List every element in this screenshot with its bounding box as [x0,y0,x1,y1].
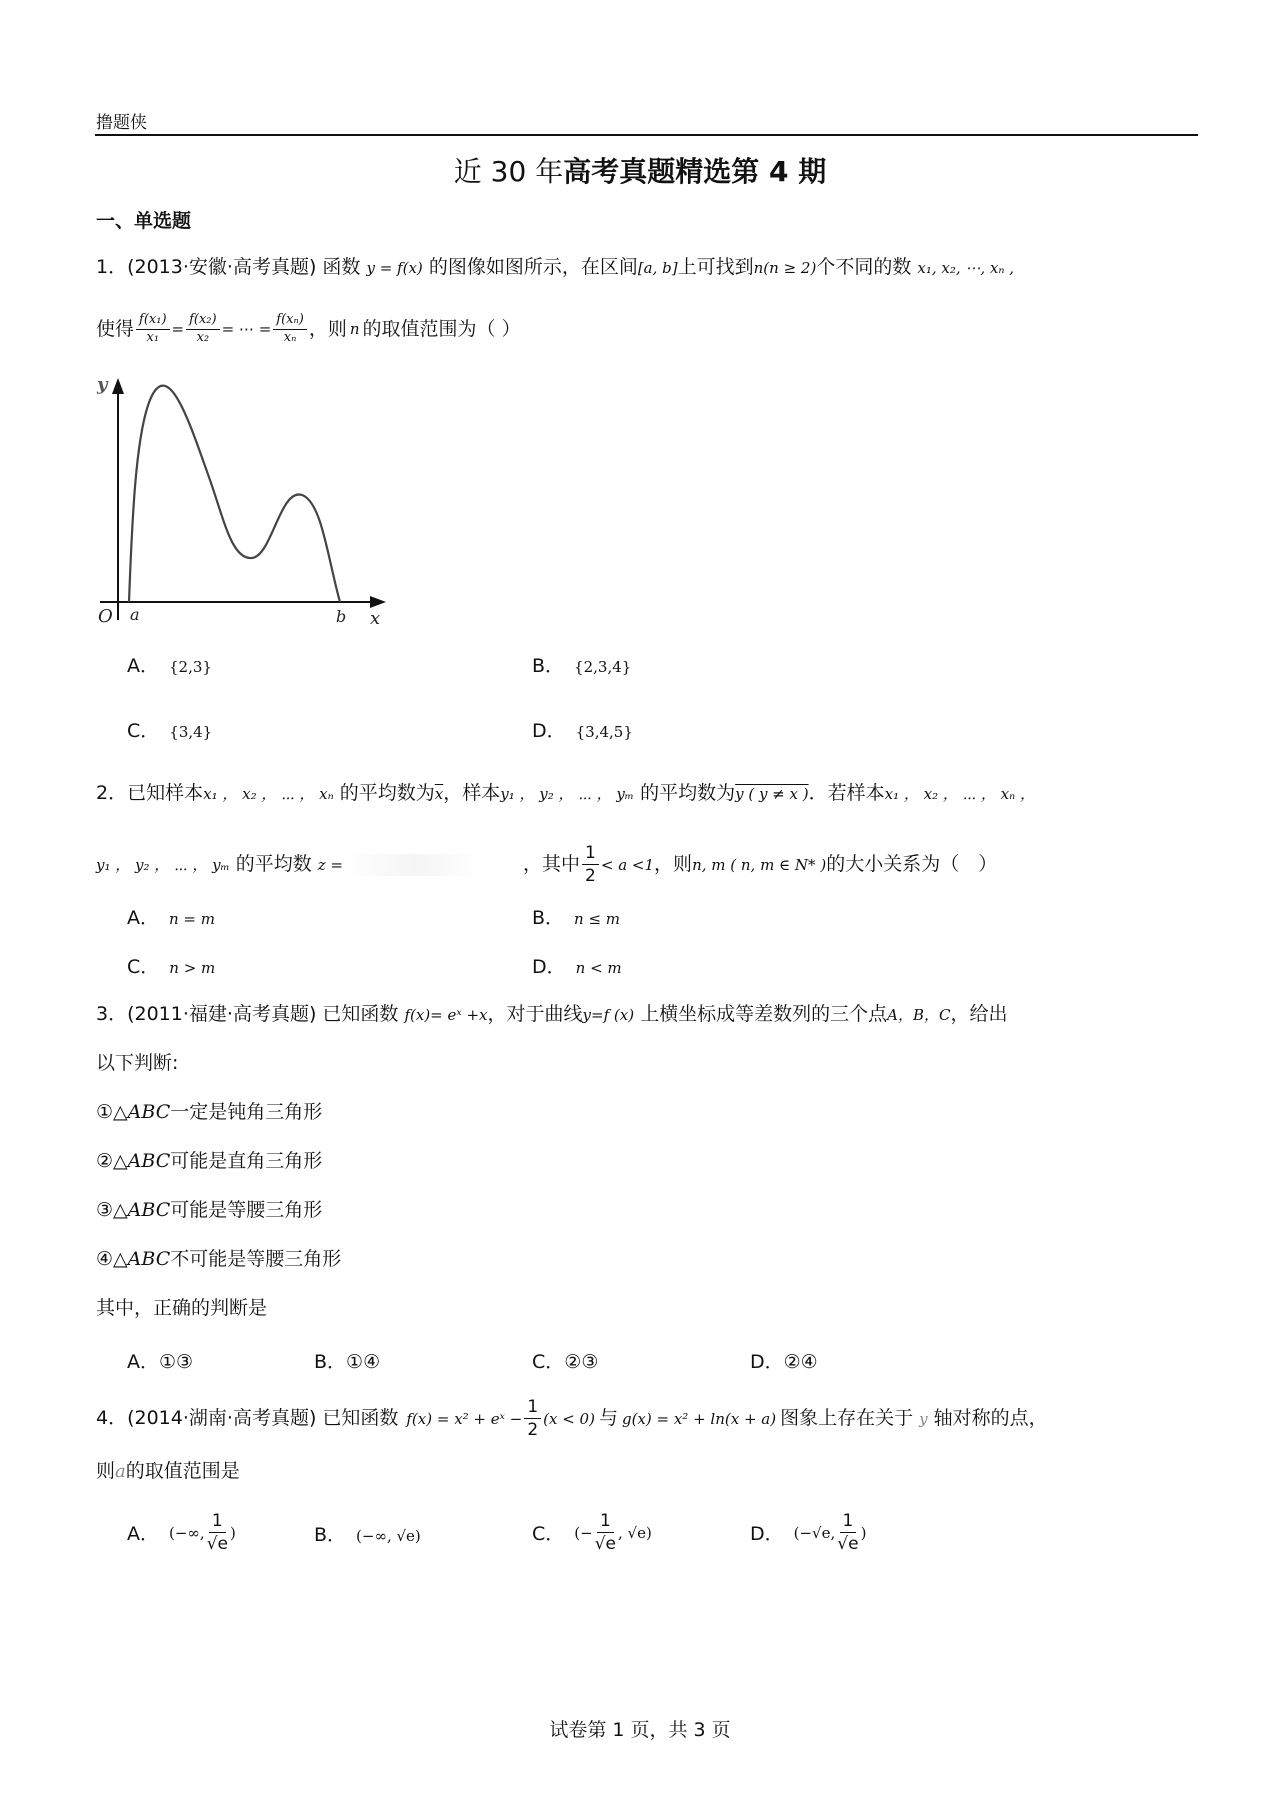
q2-z: z = [317,855,344,874]
origin-label: O [98,606,113,627]
frac-den: 2 [527,1420,539,1441]
q2-half-fraction [582,842,599,887]
frac-den: x₁ [146,329,160,345]
q4-line1 [96,1396,1048,1441]
q4-number: 4． [96,1407,128,1430]
option-value: {3,4,5} [575,723,633,741]
option-letter: D． [750,1351,784,1373]
option-letter: D． [532,956,566,978]
x-axis-label: x [370,608,381,629]
q1-text: 使得 [96,317,135,340]
triangle-name: ABC [127,1199,171,1221]
q2-option-a[interactable] [127,903,215,930]
option-letter: A． [127,655,159,677]
q3-number: 3． [96,1003,128,1025]
q3-line2: 以下判断: [96,1052,179,1074]
q4-option-c[interactable] [532,1510,652,1555]
q1-line1 [96,256,1014,279]
ellipsis: = ⋯ = [221,320,272,339]
title-main: 高考真题精选第 4 期 [563,155,827,188]
option-value: (− [574,1523,593,1542]
q2-text: ．若样本 [808,782,885,804]
option-value: ②④ [783,1351,818,1373]
circled-number: ④△ [96,1248,128,1270]
option-value: ②③ [564,1351,599,1373]
option-value: (−∞, √e) [356,1527,421,1545]
frac-den: √e [206,1534,228,1555]
frac-num: 1 [209,1510,226,1533]
q2-number: 2． [96,782,128,804]
q2-ys: y₁ ， y₂ ， ⋯ ， yₘ [500,785,635,803]
option-value: (−√e, [793,1523,836,1542]
option-value: n < m [575,959,622,977]
frac-den: x₂ [196,329,210,345]
q1-ratio-n [273,312,307,347]
frac-den: 2 [585,866,596,887]
q4-option-a[interactable] [127,1510,236,1555]
option-value: , √e) [618,1523,652,1542]
q3-text: 上横坐标成等差数列的三个点 [640,1003,888,1025]
q3-option-d[interactable] [750,1347,818,1374]
q2-xbar: $\overline{x}$ [434,785,444,803]
q4-text: 已知函数 [322,1407,399,1430]
q4-yvar: y [919,1409,928,1428]
judgment-text: 可能是等腰三角形 [170,1199,323,1221]
q2-option-d[interactable] [532,952,622,979]
q3-line1 [96,1003,1008,1026]
option-value: ①③ [159,1351,194,1373]
a-label: a [130,605,140,624]
option-letter: D． [532,720,566,742]
option-fraction [207,1510,228,1555]
q2-ys: y₁ ， y₂ ， ⋯ ， yₘ [96,855,230,874]
q3-curve: y=f (x) [582,1006,635,1024]
q3-judgment-1 [96,1101,322,1124]
q4-g-def: g(x) = x² + ln(x + a) [621,1409,777,1428]
q2-text: ，则 [654,853,693,876]
q3-judgment-4 [96,1248,341,1271]
circled-number: ①△ [96,1101,128,1123]
option-value: {3,4} [169,723,213,741]
option-value: (−∞, [169,1523,205,1542]
q4-f-def: f(x) = x² + eˣ − [406,1409,523,1428]
q1-text: 上可找到 [677,256,754,278]
q1-xs: x₁, x₂, ⋯, xₙ , [917,259,1015,277]
option-letter: C． [127,720,160,742]
q4-f-domain: (x < 0) [543,1409,595,1428]
q4-text: 与 [598,1407,618,1430]
q1-source: (2013·安徽·高考真题) [127,256,317,278]
page-footer: 试卷第 1 页，共 3 页 [549,1719,731,1741]
frac-num: f(x₁) [136,312,170,330]
frac-num: 1 [840,1510,857,1533]
option-value: ) [229,1523,236,1542]
q2-vars: n, m ( n, m ∈ N* ) [692,855,827,874]
option-letter: C． [532,1523,565,1546]
equals: = [171,320,185,339]
q3-points: A，B，C [887,1006,951,1024]
option-letter: A． [127,1523,159,1546]
option-value: n > m [169,959,216,977]
triangle-name: ABC [127,1150,171,1172]
q1-ratio-1 [136,312,170,347]
option-value: ①④ [346,1351,381,1373]
q1-ncond: n(n ≥ 2) [753,259,817,277]
title-prefix: 近 30 年 [453,155,564,188]
q3-option-a[interactable] [127,1347,193,1374]
q1-option-d[interactable] [532,716,633,743]
frac-num: f(x₂) [186,312,220,330]
q2-text: 的平均数 [235,853,312,876]
frac-num: 1 [597,1510,614,1533]
q1-option-c[interactable] [127,716,212,743]
judgment-text: 不可能是等腰三角形 [170,1248,342,1270]
frac-num: 1 [582,842,599,865]
header-divider [95,134,1198,136]
q2-option-b[interactable] [532,903,620,930]
option-letter: A． [127,907,159,929]
option-fraction [595,1510,616,1555]
q3-judgment-2 [96,1150,322,1173]
judgment-text: 可能是直角三角形 [170,1150,323,1172]
triangle-name: ABC [127,1101,171,1123]
option-value: ) [860,1523,867,1542]
q1-function-graph [92,370,392,630]
q4-text: 轴对称的点， [933,1407,1048,1430]
q1-nvar: n [349,320,360,339]
judgment-text: 一定是钝角三角形 [170,1101,323,1123]
option-letter: D． [750,1523,784,1546]
q1-text: 的图像如图所示，在区间 [428,256,638,278]
q3-judgment-3 [96,1199,322,1222]
q2-text: 已知样本 [127,782,204,804]
q2-text: ，样本 [443,782,501,804]
q1-text: 的取值范围为（ ） [362,317,521,340]
q4-text: 图象上存在关于 [780,1407,914,1430]
q2-line1 [96,782,1035,805]
frac-num: 1 [524,1396,541,1419]
q2-line2 [96,842,997,887]
q1-number: 1． [96,256,128,278]
q2-option-c[interactable] [127,952,215,979]
section-heading: 一、单选题 [96,210,192,232]
q1-option-b[interactable] [532,651,631,678]
frac-den: √e [837,1534,859,1555]
triangle-name: ABC [127,1248,171,1270]
q4-text: 则 [96,1460,116,1482]
q2-text: 的平均数为 [640,782,736,804]
q3-func: f(x)= eˣ +x [404,1006,488,1024]
q1-option-a[interactable] [127,651,212,678]
q2-xs2: x₁ ， x₂ ， ⋯ ， xₙ ， [884,785,1035,803]
option-letter: B． [532,907,565,929]
option-value: {2,3} [169,658,212,676]
q1-text: ，则 [308,317,347,340]
option-value: n = m [169,910,215,928]
q4-source: (2014·湖南·高考真题) [127,1407,317,1430]
q3-option-c[interactable] [532,1347,598,1374]
q2-ineq: < a <1 [600,855,655,874]
q3-source: (2011·福建·高考真题) [127,1003,317,1025]
q1-line2 [96,312,521,347]
page-title [0,150,1280,190]
header-brand: 撸题侠 [96,113,147,133]
option-value: {2,3,4} [574,658,632,676]
option-letter: B． [314,1351,347,1373]
option-letter: B． [314,1524,347,1546]
q3-text: ，对于曲线 [487,1003,583,1025]
y-axis-label: y [97,374,108,395]
b-label: b [336,607,347,626]
frac-den: xₙ [283,329,297,345]
frac-num: f(xₙ) [273,312,307,330]
q4-avar: a [115,1461,126,1482]
q2-text: 的平均数为 [339,782,435,804]
option-letter: B． [532,655,565,677]
q2-text: ，其中 [523,853,581,876]
q4-line2 [96,1460,240,1483]
q1-text: 函数 [322,256,361,278]
q2-blurred-formula [343,854,483,876]
option-letter: A． [127,1351,159,1373]
q1-text: 个不同的数 [816,256,912,278]
q2-xs: x₁ ， x₂ ， ⋯ ， xₙ [203,785,334,803]
q1-func: y = f(x) [366,259,423,277]
option-value: n ≤ m [574,910,621,928]
q4-half-fraction [524,1396,541,1441]
q4-option-d[interactable] [750,1510,866,1555]
q4-option-b[interactable] [314,1520,421,1547]
circled-number: ③△ [96,1199,128,1221]
option-letter: C． [127,956,160,978]
q3-prompt: 其中，正确的判断是 [96,1297,268,1319]
q3-option-b[interactable] [314,1347,380,1374]
circled-number: ②△ [96,1150,128,1172]
q1-interval: [a, b] [637,259,678,277]
q1-ratio-2 [186,312,220,347]
q4-text: 的取值范围是 [125,1460,240,1482]
option-letter: C． [532,1351,565,1373]
q3-text: 已知函数 [322,1003,399,1025]
q2-ybar: y ( y ≠ x ) [735,785,809,803]
option-fraction [837,1510,858,1555]
q3-text: ，给出 [950,1003,1008,1025]
q2-text: 的大小关系为（ ） [826,853,998,876]
frac-den: √e [594,1534,616,1555]
